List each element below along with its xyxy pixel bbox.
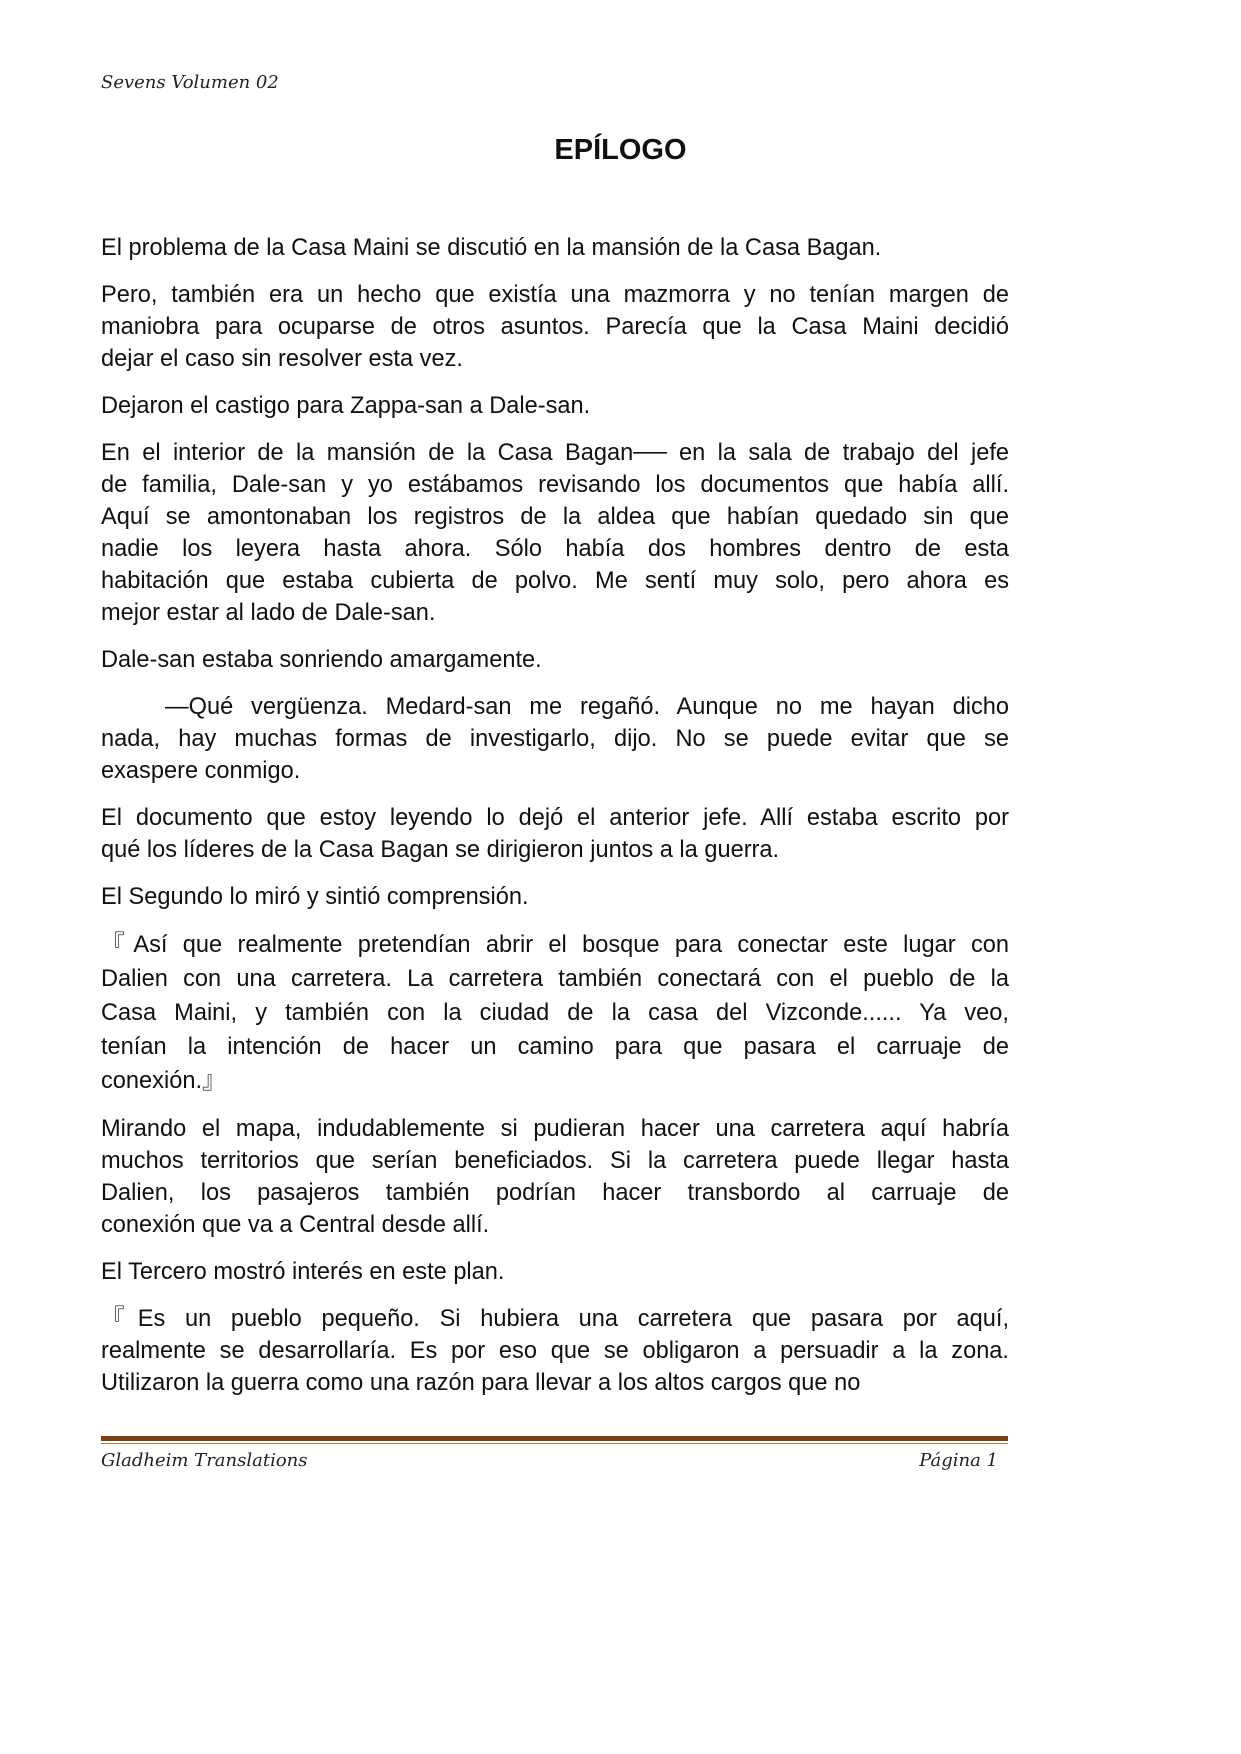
paragraph bbox=[101, 1303, 1009, 1399]
text-line: Mirando el mapa, indudablemente si pudieran hacer una carretera aquí habría bbox=[101, 1116, 1009, 1142]
text-line: —Qué vergüenza. Medard-san me regañó. Aunque no me hayan dicho bbox=[165, 694, 1009, 720]
text-line: maniobra para ocuparse de otros asuntos. Parecía que la Casa Maini decidió bbox=[101, 314, 1009, 340]
text-line: Aquí se amontonaban los registros de la aldea que habían quedado sin que bbox=[101, 504, 1009, 530]
text-line: mejor estar al lado de Dale-san. bbox=[101, 600, 436, 626]
paragraph bbox=[101, 928, 1009, 1098]
paragraph bbox=[101, 437, 1009, 629]
text-line: muchos territorios que serían beneficiados. Si la carretera puede llegar hasta bbox=[101, 1148, 1009, 1174]
footer-rule bbox=[101, 1436, 1008, 1441]
text-line: realmente se desarrollaría. Es por eso que se obligaron a persuadir a la zona. bbox=[101, 1338, 1009, 1364]
footer-page-number: Página 1 bbox=[919, 1450, 998, 1471]
text-line: El problema de la Casa Maini se discutió en la mansión de la Casa Bagan. bbox=[101, 235, 882, 261]
text-line: nadie los leyera hasta ahora. Sólo había dos hombres dentro de esta bbox=[101, 536, 1009, 562]
paragraph bbox=[101, 1113, 1009, 1241]
text-line: Dalien con una carretera. La carretera también conectará con el pueblo de la bbox=[101, 966, 1009, 992]
text-line: de familia, Dale-san y yo estábamos revisando los documentos que había allí. bbox=[101, 472, 1009, 498]
text-line: El Tercero mostró interés en este plan. bbox=[101, 1259, 505, 1285]
text-line: conexión que va a Central desde allí. bbox=[101, 1212, 490, 1238]
text-line: 『Así que realmente pretendían abrir el bosque para conectar este lugar con bbox=[101, 932, 1009, 958]
footer-publisher: Gladheim Translations bbox=[101, 1450, 308, 1471]
running-header: Sevens Volumen 02 bbox=[101, 72, 279, 93]
paragraph bbox=[101, 691, 1009, 787]
text-line: Utilizaron la guerra como una razón para llevar a los altos cargos que no bbox=[101, 1370, 861, 1396]
text-line: habitación que estaba cubierta de polvo. Me sentí muy solo, pero ahora es bbox=[101, 568, 1009, 594]
paragraph bbox=[101, 1256, 1009, 1288]
text-line: El documento que estoy leyendo lo dejó el anterior jefe. Allí estaba escrito por bbox=[101, 805, 1009, 831]
text-line: dejar el caso sin resolver esta vez. bbox=[101, 346, 463, 372]
paragraph bbox=[101, 390, 1009, 422]
paragraph bbox=[101, 881, 1009, 913]
paragraph bbox=[101, 802, 1009, 866]
chapter-title: EPÍLOGO bbox=[554, 134, 687, 166]
text-line: Dejaron el castigo para Zappa-san a Dale-san. bbox=[101, 393, 591, 419]
paragraph bbox=[101, 232, 1009, 264]
footer-rule-thin bbox=[101, 1443, 1008, 1444]
text-line: conexión.』 bbox=[101, 1068, 226, 1094]
text-line: En el interior de la mansión de la Casa Bagan── en la sala de trabajo del jefe bbox=[101, 440, 1009, 466]
document-body bbox=[101, 232, 1009, 1414]
text-line: Dalien, los pasajeros también podrían hacer transbordo al carruaje de bbox=[101, 1180, 1009, 1206]
paragraph bbox=[101, 279, 1009, 375]
text-line: exaspere conmigo. bbox=[101, 758, 301, 784]
text-line: Pero, también era un hecho que existía una mazmorra y no tenían margen de bbox=[101, 282, 1009, 308]
text-line: El Segundo lo miró y sintió comprensión. bbox=[101, 884, 529, 910]
text-line: Casa Maini, y también con la ciudad de la casa del Vizconde...... Ya veo, bbox=[101, 1000, 1009, 1026]
text-line: qué los líderes de la Casa Bagan se dirigieron juntos a la guerra. bbox=[101, 837, 780, 863]
text-line: 『Es un pueblo pequeño. Si hubiera una carretera que pasara por aquí, bbox=[101, 1306, 1009, 1332]
paragraph bbox=[101, 644, 1009, 676]
text-line: Dale-san estaba sonriendo amargamente. bbox=[101, 647, 542, 673]
text-line: tenían la intención de hacer un camino para que pasara el carruaje de bbox=[101, 1034, 1009, 1060]
text-line: nada, hay muchas formas de investigarlo, dijo. No se puede evitar que se bbox=[101, 726, 1009, 752]
